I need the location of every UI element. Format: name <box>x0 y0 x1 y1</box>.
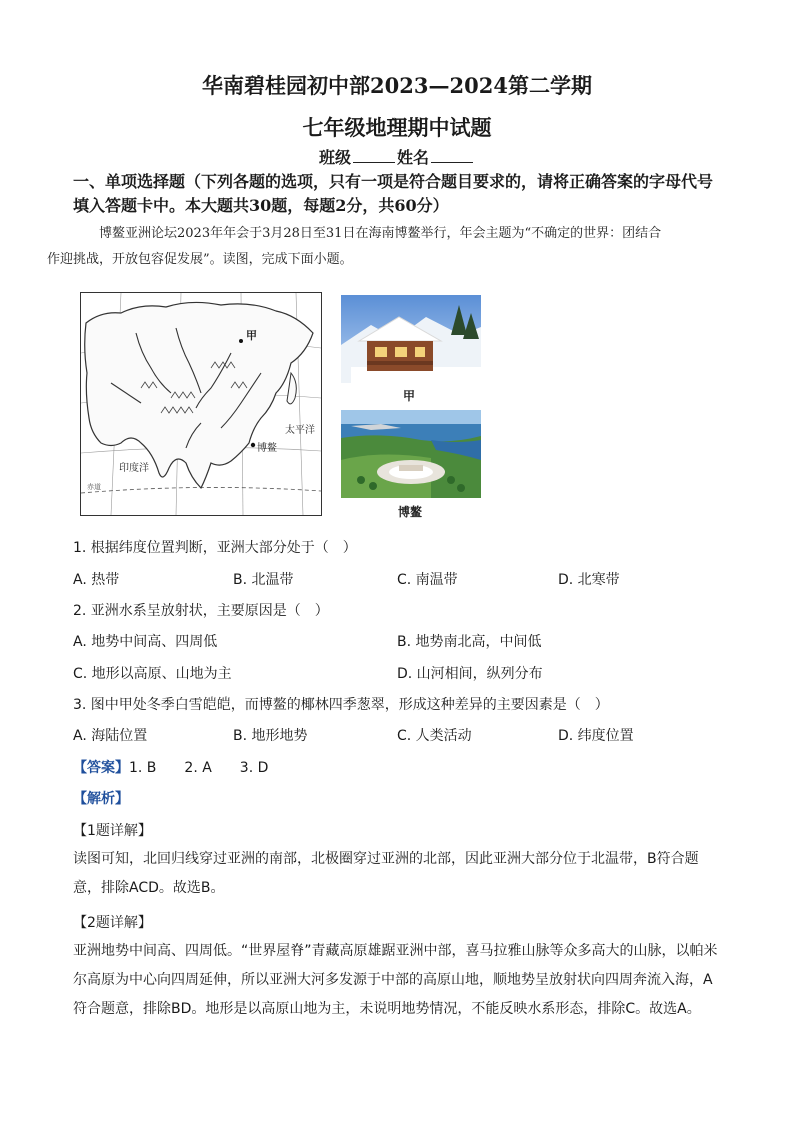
analysis-line <box>73 788 129 808</box>
map-label-boao: 博鳌 <box>257 443 277 454</box>
q1-option-a: A. 热带 <box>73 572 120 588</box>
question-3: 3. 图中甲处冬季白雪皑皑，而博鳌的椰林四季葱翠，形成这种差异的主要因素是（ ） <box>73 697 609 713</box>
map-label-corner: 赤道 <box>87 483 101 491</box>
photo-boao <box>341 410 481 498</box>
class-name-line <box>0 145 794 168</box>
explain1-heading <box>73 820 152 840</box>
name-label: 姓名 <box>397 148 430 167</box>
explain2-label: 【2题详解】 <box>73 915 152 931</box>
class-label: 班级 <box>318 148 351 167</box>
q1-option-c: C. 南温带 <box>397 572 458 588</box>
explain1-text <box>73 845 723 903</box>
section-heading-line1: 一、单项选择题（下列各题的选项，只有一项是符合题目要求的，请将正确答案的字母代号 <box>73 172 714 191</box>
q3-option-a: A. 海陆位置 <box>73 728 148 744</box>
answer-values: 1. B 2. A 3. D <box>129 760 269 776</box>
boao-svg <box>341 410 481 498</box>
explain2-line3: 符合题意，排除BD。地形是以高原山地为主，未说明地势情况，不能反映水系形态，排除C。故选A。 <box>73 1001 701 1017</box>
snow-house-svg <box>341 295 481 383</box>
analysis-label: 【解析】 <box>73 791 129 807</box>
explain2-line2: 尔高原为中心向四周延伸，所以亚洲大河多发源于中部的高原山地，顺地势呈放射状向四周奔流入海，A <box>73 972 713 988</box>
question-2: 2. 亚洲水系呈放射状，主要原因是（ ） <box>73 603 329 619</box>
name-blank <box>431 148 473 163</box>
q2-option-b: B. 地势南北高，中间低 <box>397 634 542 650</box>
explain1-label: 【1题详解】 <box>73 823 152 839</box>
answer-line <box>73 757 268 777</box>
asia-map <box>80 292 322 516</box>
q2-option-d: D. 山河相间，纵列分布 <box>397 666 543 682</box>
section-heading-line2: 填入答题卡中。本大题共30题，每题2分，共60分） <box>73 196 449 215</box>
explain2-text <box>73 937 723 1024</box>
question-1: 1. 根据纬度位置判断，亚洲大部分处于（ ） <box>73 540 357 556</box>
exam-title: 华南碧桂园初中部2023—2024第二学期 <box>202 73 592 98</box>
q3-option-b: B. 地形地势 <box>233 728 308 744</box>
asia-map-svg <box>81 293 321 515</box>
explain1-line2: 意，排除ACD。故选B。 <box>73 880 225 896</box>
intro-line1: 博鳌亚洲论坛2023年年会于3月28日至31日在海南博鳌举行，年会主题为“不确定的世界：团结合 <box>99 226 662 241</box>
class-blank <box>353 148 395 163</box>
q2-option-c: C. 地形以高原、山地为主 <box>73 666 232 682</box>
boao-point <box>251 443 255 447</box>
explain1-line1: 读图可知，北回归线穿过亚洲的南部，北极圈穿过亚洲的北部，因此亚洲大部分位于北温带，B符合题 <box>73 851 699 867</box>
photo-snow-house <box>341 295 481 383</box>
photo2-label: 博鳌 <box>398 505 423 519</box>
q3-option-c: C. 人类活动 <box>397 728 472 744</box>
section-heading <box>73 170 733 218</box>
intro-line2: 作迎挑战，开放包容促发展”。读图，完成下面小题。 <box>47 252 353 267</box>
q1-option-b: B. 北温带 <box>233 572 294 588</box>
explain2-line1: 亚洲地势中间高、四周低。“世界屋脊”青藏高原雄踞亚洲中部，喜马拉雅山脉等众多高大的山脉，以帕米 <box>73 943 718 959</box>
exam-subtitle: 七年级地理期中试题 <box>302 115 492 140</box>
jia-point <box>239 339 243 343</box>
photo1-label: 甲 <box>403 389 416 403</box>
explain2-heading <box>73 912 152 932</box>
answer-label: 【答案】 <box>73 760 129 776</box>
q1-option-d: D. 北寒带 <box>558 572 620 588</box>
map-label-pacific: 太平洋 <box>285 425 315 436</box>
map-label-indian-ocean: 印度洋 <box>119 463 149 474</box>
q3-option-d: D. 纬度位置 <box>558 728 634 744</box>
map-label-jia: 甲 <box>246 329 257 342</box>
intro-text <box>47 221 733 273</box>
q2-option-a: A. 地势中间高、四周低 <box>73 634 218 650</box>
